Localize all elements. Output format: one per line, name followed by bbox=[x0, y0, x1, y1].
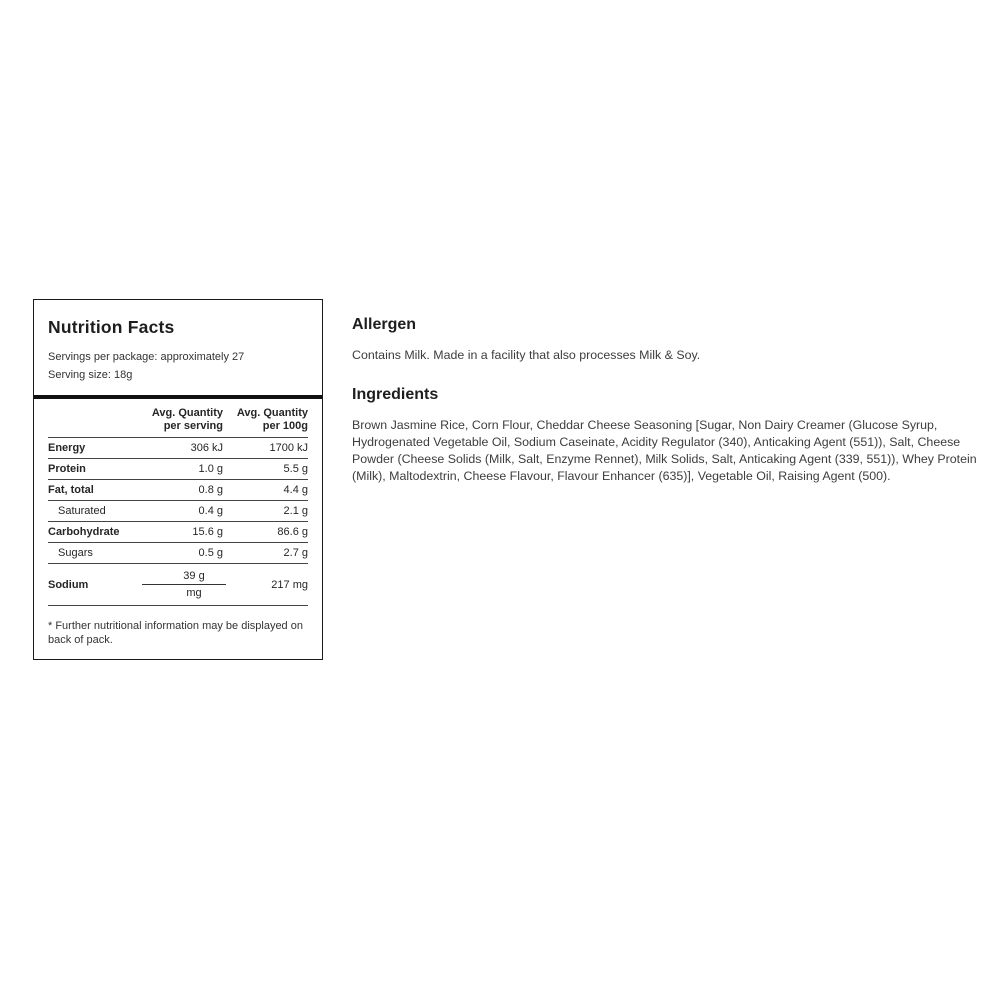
table-row-carbohydrate bbox=[48, 522, 308, 543]
nutrition-panel-header bbox=[34, 300, 322, 395]
sodium-serving-bottom: mg bbox=[186, 587, 202, 599]
allergen-text: Contains Milk. Made in a facility that also processes Milk & Soy. bbox=[352, 348, 701, 362]
row-value-100g: 2.1 g bbox=[283, 505, 308, 517]
row-value-100g: 86.6 g bbox=[277, 526, 308, 538]
table-column-headers bbox=[48, 399, 308, 438]
product-info-column bbox=[352, 316, 1000, 485]
table-row-saturated bbox=[48, 501, 308, 522]
row-label: Energy bbox=[48, 442, 86, 454]
sodium-serving-top: 39 g bbox=[142, 570, 226, 585]
row-value-serving: 0.5 g bbox=[198, 547, 223, 559]
row-value-100g: 4.4 g bbox=[283, 484, 308, 496]
row-value-100g: 2.7 g bbox=[283, 547, 308, 559]
table-row-fat-total bbox=[48, 480, 308, 501]
column-header-per-100g: Avg. Quantity per 100g bbox=[236, 407, 308, 432]
servings-per-package: Servings per package: approximately 27 bbox=[48, 351, 245, 363]
table-row-sodium bbox=[48, 564, 308, 606]
column-header-per-serving: Avg. Quantity per serving bbox=[151, 407, 223, 432]
sodium-serving-fraction bbox=[142, 570, 226, 599]
row-value-serving: 0.4 g bbox=[198, 505, 223, 517]
row-value-serving: 306 kJ bbox=[190, 442, 223, 454]
nutrition-facts-panel bbox=[33, 299, 323, 660]
row-label: Fat, total bbox=[48, 484, 94, 496]
nutrition-title: Nutrition Facts bbox=[48, 317, 175, 337]
serving-size: Serving size: 18g bbox=[48, 369, 133, 381]
ingredients-heading: Ingredients bbox=[352, 386, 439, 403]
table-row-energy bbox=[48, 438, 308, 459]
row-label: Saturated bbox=[58, 505, 106, 517]
row-value-serving: 15.6 g bbox=[192, 526, 223, 538]
row-value-100g: 5.5 g bbox=[283, 463, 308, 475]
allergen-heading: Allergen bbox=[352, 316, 417, 333]
table-row-sugars bbox=[48, 543, 308, 564]
row-label: Sugars bbox=[58, 547, 93, 559]
row-label: Sodium bbox=[48, 578, 89, 591]
nutrition-table bbox=[34, 399, 322, 606]
row-label: Carbohydrate bbox=[48, 526, 120, 538]
row-value-100g: 217 mg bbox=[271, 578, 308, 591]
row-value-100g: 1700 kJ bbox=[269, 442, 308, 454]
ingredients-text: Brown Jasmine Rice, Corn Flour, Cheddar Cheese Seasoning [Sugar, Non Dairy Creamer (Glucose Syrup, Hydrogenated Vegetable Oil, Sodium Caseinate, Acidity Regulator (340), Anticaking Agent (551)), Salt, Cheese Powder (Cheese Solids (Milk, Salt, Enzyme Rennet), Milk Solids, Salt, Anticaking Agent (339, 551)), Whey Protein (Milk), Maltodextrin, Cheese Flavour, Flavour Enhancer (635)], Vegetable Oil, Raising Agent (500). bbox=[352, 418, 977, 483]
row-value-serving: 1.0 g bbox=[198, 463, 223, 475]
row-value-serving: 0.8 g bbox=[198, 484, 223, 496]
table-row-protein bbox=[48, 459, 308, 480]
row-label: Protein bbox=[48, 463, 86, 475]
nutrition-footnote: * Further nutritional information may be displayed on back of pack. bbox=[48, 620, 303, 646]
